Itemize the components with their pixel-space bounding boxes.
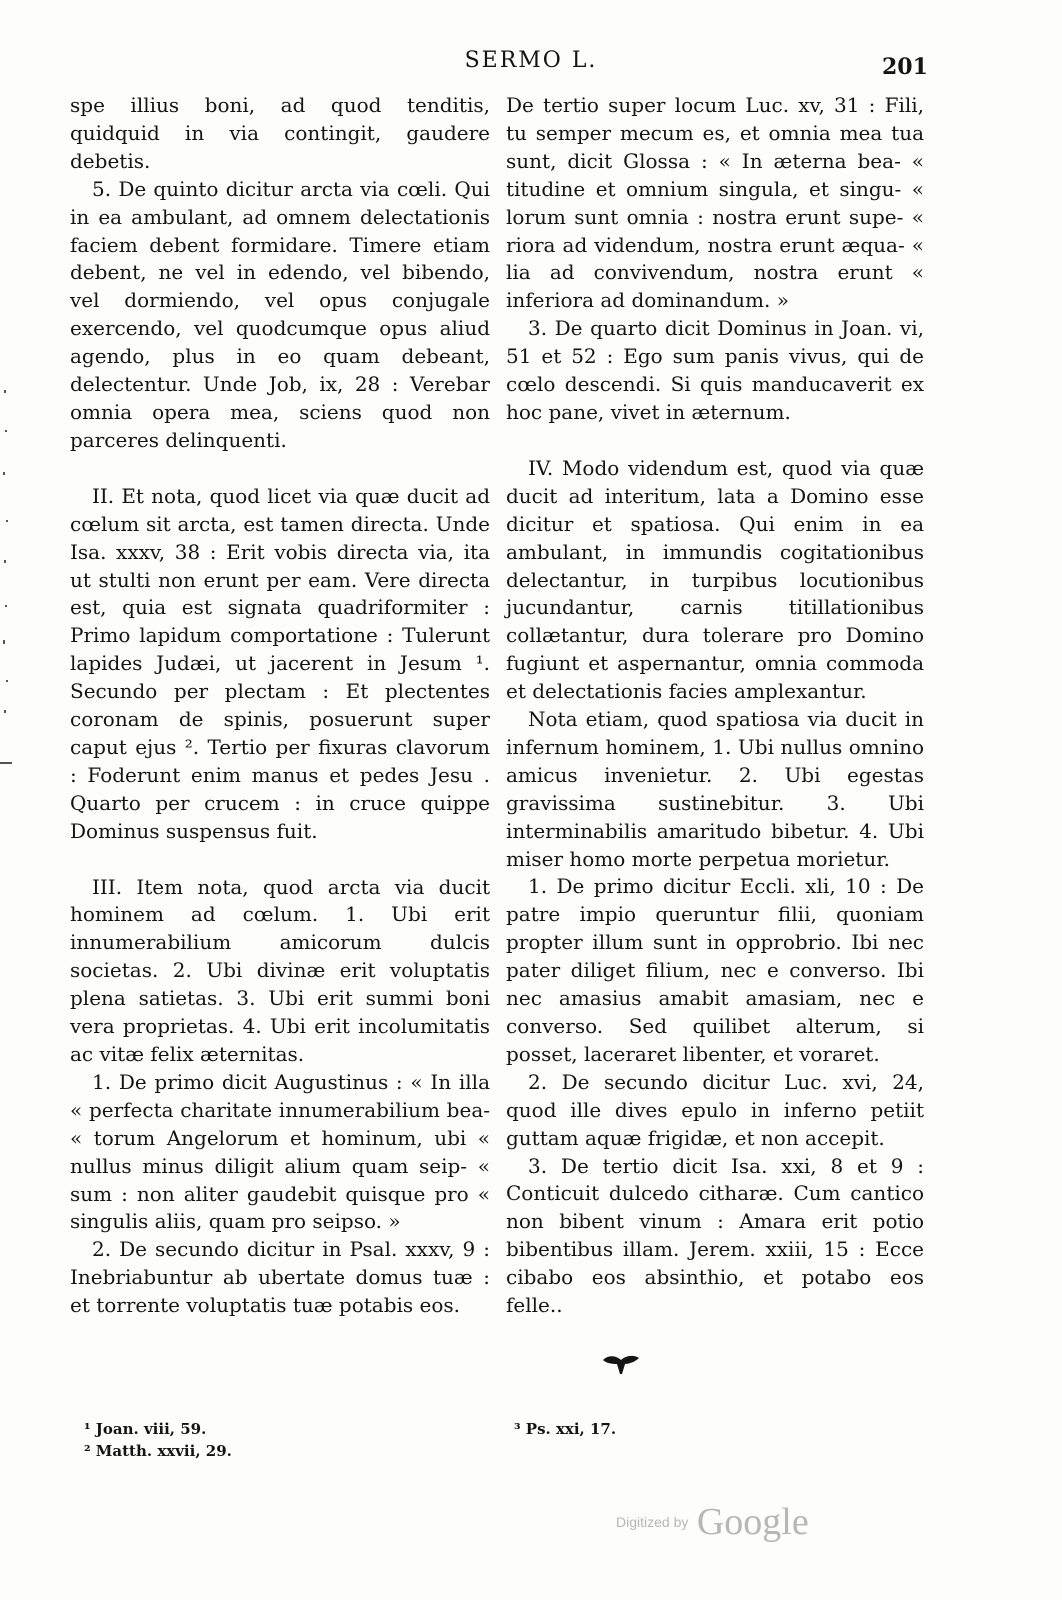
paragraph: 5. De quinto dicitur arcta via cœli. Qui in ea ambulant, ad omnem delectationis faciem debent formidare. Timere etiam debent, ne vel in edendo, vel bibendo, vel dormiendo, vel opus conjugale exercendo, vel quodcumque opus aliud agendo, plus in eo quam debeant, delectentur. Unde Job, ix, 28 : Verebar omnia opera mea, sciens quod non parceres delinquenti.: [70, 176, 490, 452]
footnotes-right: [514, 1418, 616, 1440]
page-header-title: SERMO L.: [464, 48, 598, 73]
paragraph: spe illius boni, ad quod tenditis, quidquid in via contingit, gaudere debetis.: [70, 93, 490, 173]
margin-scan-marks: [0, 390, 14, 810]
paragraph: Nota etiam, quod spatiosa via ducit in infernum hominem, 1. Ubi nullus omnino amicus invenietur. 2. Ubi egestas gravissima sustinebitur. 3. Ubi interminabilis amaritudo bibetur. 4. Ubi miser homo morte perpetua morietur.: [506, 707, 924, 871]
paragraph: IV. Modo videndum est, quod via quæ ducit ad interitum, lata a Domino esse dicitur et spatiosa. Qui enim in ea ambulant, in immundis cogitationibus delectantur, in turpibus locutionibus jucundantur, carnis titillationibus collætantur, dura tolerare pro Domino fugiunt et aspernantur, omnia commoda et delectationis facies amplexantur.: [506, 455, 924, 704]
page-number: 201: [882, 54, 928, 80]
paragraph: 3. De tertio dicit Isa. xxi, 8 et 9 : Conticuit dulcedo citharæ. Cum cantico non bibent vinum : Amara erit potio bibentibus illam. Jerem. xxiii, 15 : Ecce cibabo eos absinthio, et potabo eos felle..: [506, 1153, 924, 1318]
left-column: [70, 92, 490, 1320]
right-column: [506, 92, 924, 1320]
paragraph: De tertio super locum Luc. xv, 31 : Fili, tu semper mecum es, et omnia mea tua sunt, dicit Glossa : « In æterna bea- « titudine et omnium singula, et singu- « lorum sunt omnia : nostra erunt supe- « riora ad videndum, nostra erunt æqua- « lia ad convivendum, nostra erunt « inferiora ad dominandum. »: [506, 93, 924, 313]
footnote: ¹ Joan. viii, 59.: [84, 1420, 207, 1438]
paragraph: II. Et nota, quod licet via quæ ducit ad cœlum sit arcta, est tamen directa. Unde Isa. xxxv, 38 : Erit vobis directa via, ita ut stulti non erunt per eam. Vere directa est, quia est signata quadriformiter : Primo lapidum comportatione : Tulerunt lapides Judæi, ut jacerent in Jesum ¹. Secundo per plectam : Et plectentes coronam de spinis, posuerunt super caput ejus ². Tertio per fixuras clavorum : Foderunt enim manus et pedes Jesu . Quarto per crucem : in cruce quippe Dominus suspensus fuit.: [70, 483, 490, 843]
google-logo: Google: [696, 1501, 809, 1543]
paragraph: 2. De secundo dicitur in Psal. xxxv, 9 : Inebriabuntur ab ubertate domus tuæ : et torrente voluptatis tuæ potabis eos.: [70, 1237, 490, 1318]
google-watermark: [616, 1500, 809, 1544]
paragraph: 3. De quarto dicit Dominus in Joan. vi, 51 et 52 : Ego sum panis vivus, qui de cœlo descendi. Si quis manducaverit ex hoc pane, vivet in æternum.: [506, 316, 924, 424]
paragraph: 2. De secundo dicitur Luc. xvi, 24, quod ille dives epulo in inferno petiit guttam aquæ frigidæ, et non accepit.: [506, 1069, 924, 1150]
footnote: ³ Ps. xxi, 17.: [514, 1420, 617, 1438]
footnotes-left: [84, 1418, 232, 1462]
paragraph: 1. De primo dicit Augustinus : « In illa « perfecta charitate innumerabilium bea- « torum Angelorum et hominum, ubi « nullus minus diligit alium quam seip- « sum : non aliter gaudebit quisque pro « singulis aliis, quam pro seipso. »: [70, 1069, 490, 1234]
watermark-prefix: Digitized by: [616, 1514, 689, 1530]
paragraph: 1. De primo dicitur Eccli. xli, 10 : De patre impio queruntur filii, quoniam propter illum sunt in opprobrio. Ibi nec pater diliget filium, nec e converso. Ibi nec amasius amabit amasiam, nec e converso. Sed quilibet alterum, si posset, laceraret libenter, et voraret.: [506, 874, 924, 1066]
fleuron-ornament-icon: [601, 1352, 641, 1376]
footnote: ² Matth. xxvii, 29.: [84, 1442, 232, 1460]
paragraph: III. Item nota, quod arcta via ducit hominem ad cœlum. 1. Ubi erit innumerabilium amicorum dulcis societas. 2. Ubi divinæ erit voluptatis plena satietas. 3. Ubi erit summi boni vera proprietas. 4. Ubi erit incolumitatis ac vitæ felix æternitas.: [70, 874, 490, 1066]
